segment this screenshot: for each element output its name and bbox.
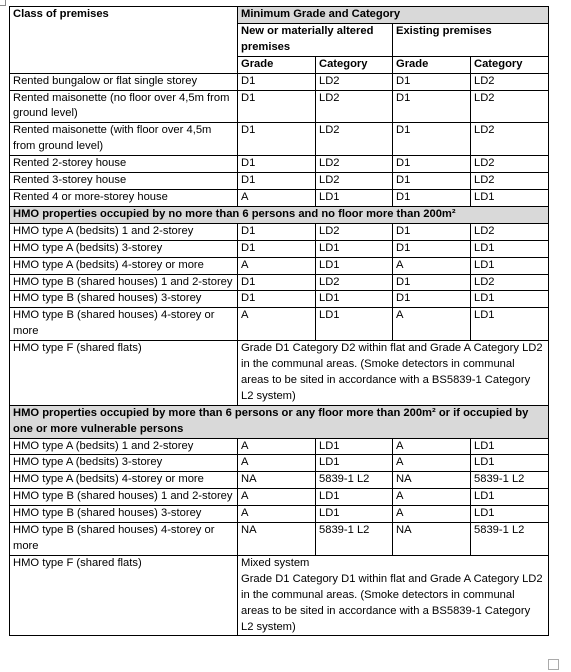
table-row	[10, 523, 549, 556]
new-category-cell: LD1	[316, 189, 393, 206]
new-grade-cell: D1	[238, 274, 316, 291]
existing-grade-cell: A	[393, 489, 471, 506]
premises-class-cell: HMO type F (shared flats)	[10, 341, 238, 406]
new-grade-cell: A	[238, 506, 316, 523]
premises-class-cell: HMO type A (bedsits) 3-storey	[10, 240, 238, 257]
new-grade-cell: D1	[238, 90, 316, 123]
premises-class-cell: HMO type B (shared houses) 4-storey or more	[10, 308, 238, 341]
section-title-large-hmo: HMO properties occupied by more than 6 persons or any floor more than 200m² or if occupied by one or more vulnerable persons	[10, 405, 549, 438]
new-category-cell: LD2	[316, 173, 393, 190]
new-grade-cell: NA	[238, 472, 316, 489]
type-f-note	[238, 555, 549, 636]
resize-handle-icon[interactable]	[548, 659, 559, 670]
new-category-cell: LD1	[316, 240, 393, 257]
existing-category-cell: 5839-1 L2	[471, 523, 549, 556]
section-row	[10, 405, 549, 438]
premises-class-cell: HMO type B (shared houses) 1 and 2-storey	[10, 274, 238, 291]
table-row	[10, 156, 549, 173]
new-grade-cell: D1	[238, 223, 316, 240]
page-corner-mark	[0, 0, 6, 6]
existing-category-cell: LD1	[471, 438, 549, 455]
new-category-cell: LD1	[316, 308, 393, 341]
table-row	[10, 73, 549, 90]
existing-category-cell: LD2	[471, 156, 549, 173]
new-category-cell: LD1	[316, 438, 393, 455]
class-of-premises-header: Class of premises	[10, 7, 238, 74]
premises-class-cell: Rented 2-storey house	[10, 156, 238, 173]
existing-grade-cell: D1	[393, 291, 471, 308]
existing-grade-cell: D1	[393, 123, 471, 156]
existing-grade-cell: NA	[393, 472, 471, 489]
table-row	[10, 274, 549, 291]
new-category-cell: LD1	[316, 506, 393, 523]
rented-premises-rows	[10, 73, 549, 206]
premises-class-cell: Rented maisonette (with floor over 4,5m from ground level)	[10, 123, 238, 156]
fire-detection-table	[9, 6, 549, 636]
existing-grade-cell: A	[393, 257, 471, 274]
existing-grade-cell: A	[393, 506, 471, 523]
new-grade-cell: A	[238, 489, 316, 506]
new-grade-cell: A	[238, 257, 316, 274]
premises-class-cell: HMO type F (shared flats)	[10, 555, 238, 636]
existing-category-cell: LD2	[471, 274, 549, 291]
new-grade-cell: A	[238, 438, 316, 455]
section-row	[10, 206, 549, 223]
table-row	[10, 489, 549, 506]
existing-grade-cell: A	[393, 308, 471, 341]
table-row	[10, 173, 549, 190]
small-hmo-rows	[10, 223, 549, 340]
new-category-cell: LD1	[316, 489, 393, 506]
table-row	[10, 438, 549, 455]
new-grade-cell: D1	[238, 240, 316, 257]
new-grade-cell: D1	[238, 73, 316, 90]
new-grade-cell: A	[238, 455, 316, 472]
new-category-cell: LD1	[316, 257, 393, 274]
premises-class-cell: HMO type A (bedsits) 4-storey or more	[10, 257, 238, 274]
existing-category-cell: LD1	[471, 455, 549, 472]
table-row	[10, 257, 549, 274]
new-grade-cell: D1	[238, 173, 316, 190]
new-category-cell: LD2	[316, 274, 393, 291]
existing-grade-cell: A	[393, 438, 471, 455]
premises-class-cell: HMO type B (shared houses) 1 and 2-storey	[10, 489, 238, 506]
table-row	[10, 240, 549, 257]
existing-premises-header: Existing premises	[393, 23, 549, 56]
new-category-cell: LD1	[316, 455, 393, 472]
existing-category-cell: LD2	[471, 73, 549, 90]
new-category-cell: LD2	[316, 73, 393, 90]
existing-category-cell: LD1	[471, 308, 549, 341]
table-row	[10, 506, 549, 523]
premises-class-cell: HMO type B (shared houses) 4-storey or more	[10, 523, 238, 556]
existing-grade-cell: D1	[393, 189, 471, 206]
existing-grade-cell: D1	[393, 90, 471, 123]
existing-grade-cell: D1	[393, 173, 471, 190]
new-category-cell: 5839-1 L2	[316, 472, 393, 489]
existing-grade-cell: A	[393, 455, 471, 472]
table-row	[10, 308, 549, 341]
existing-category-cell: LD1	[471, 489, 549, 506]
new-category-cell: LD2	[316, 90, 393, 123]
premises-class-cell: Rented bungalow or flat single storey	[10, 73, 238, 90]
existing-category-cell: LD2	[471, 90, 549, 123]
new-grade-cell: A	[238, 308, 316, 341]
new-grade-cell: NA	[238, 523, 316, 556]
premises-class-cell: Rented 3-storey house	[10, 173, 238, 190]
table-row	[10, 90, 549, 123]
existing-category-cell: LD1	[471, 291, 549, 308]
document-page	[9, 6, 548, 636]
existing-category-cell: LD1	[471, 240, 549, 257]
new-grade-cell: D1	[238, 291, 316, 308]
category-header: Category	[316, 56, 393, 73]
new-category-cell: 5839-1 L2	[316, 523, 393, 556]
new-category-cell: LD2	[316, 156, 393, 173]
premises-class-cell: HMO type B (shared houses) 3-storey	[10, 506, 238, 523]
grade-header: Grade	[393, 56, 471, 73]
existing-category-cell: LD2	[471, 173, 549, 190]
premises-class-cell: HMO type B (shared houses) 3-storey	[10, 291, 238, 308]
min-grade-category-header: Minimum Grade and Category	[238, 7, 549, 24]
existing-grade-cell: NA	[393, 523, 471, 556]
large-hmo-rows	[10, 438, 549, 555]
existing-category-cell: LD1	[471, 257, 549, 274]
new-grade-cell: D1	[238, 156, 316, 173]
new-category-cell: LD2	[316, 123, 393, 156]
existing-grade-cell: D1	[393, 156, 471, 173]
type-f-note: Grade D1 Category D2 within flat and Grade A Category LD2 in the communal areas. (Smoke detectors in communal areas to be sited in accordance with a BS5839-1 Category L2 system)	[238, 341, 549, 406]
premises-class-cell: Rented 4 or more-storey house	[10, 189, 238, 206]
existing-category-cell: LD2	[471, 223, 549, 240]
table-row	[10, 223, 549, 240]
existing-grade-cell: D1	[393, 223, 471, 240]
new-grade-cell: A	[238, 189, 316, 206]
premises-class-cell: HMO type A (bedsits) 1 and 2-storey	[10, 223, 238, 240]
table-row	[10, 291, 549, 308]
table-row	[10, 455, 549, 472]
type-f-note-text: Grade D1 Category D1 within flat and Grade A Category LD2 in the communal areas. (Smoke detectors in communal areas to be sited in accordance with a BS5839-1 Category L2 system)	[241, 572, 543, 633]
table-row	[10, 123, 549, 156]
header-row-1	[10, 7, 549, 24]
existing-grade-cell: D1	[393, 240, 471, 257]
grade-header: Grade	[238, 56, 316, 73]
existing-category-cell: LD1	[471, 189, 549, 206]
existing-category-cell: LD1	[471, 506, 549, 523]
premises-class-cell: HMO type A (bedsits) 4-storey or more	[10, 472, 238, 489]
existing-grade-cell: D1	[393, 73, 471, 90]
mixed-system-label: Mixed system	[241, 556, 310, 569]
existing-category-cell: 5839-1 L2	[471, 472, 549, 489]
new-premises-header: New or materially altered premises	[238, 23, 393, 56]
premises-class-cell: HMO type A (bedsits) 1 and 2-storey	[10, 438, 238, 455]
premises-class-cell: Rented maisonette (no floor over 4,5m from ground level)	[10, 90, 238, 123]
category-header: Category	[471, 56, 549, 73]
new-category-cell: LD2	[316, 223, 393, 240]
table-row	[10, 189, 549, 206]
existing-grade-cell: D1	[393, 274, 471, 291]
new-grade-cell: D1	[238, 123, 316, 156]
table-row	[10, 472, 549, 489]
table-row	[10, 555, 549, 636]
existing-category-cell: LD2	[471, 123, 549, 156]
table-row	[10, 341, 549, 406]
premises-class-cell: HMO type A (bedsits) 3-storey	[10, 455, 238, 472]
section-title-small-hmo: HMO properties occupied by no more than 6 persons and no floor more than 200m²	[10, 206, 549, 223]
new-category-cell: LD1	[316, 291, 393, 308]
